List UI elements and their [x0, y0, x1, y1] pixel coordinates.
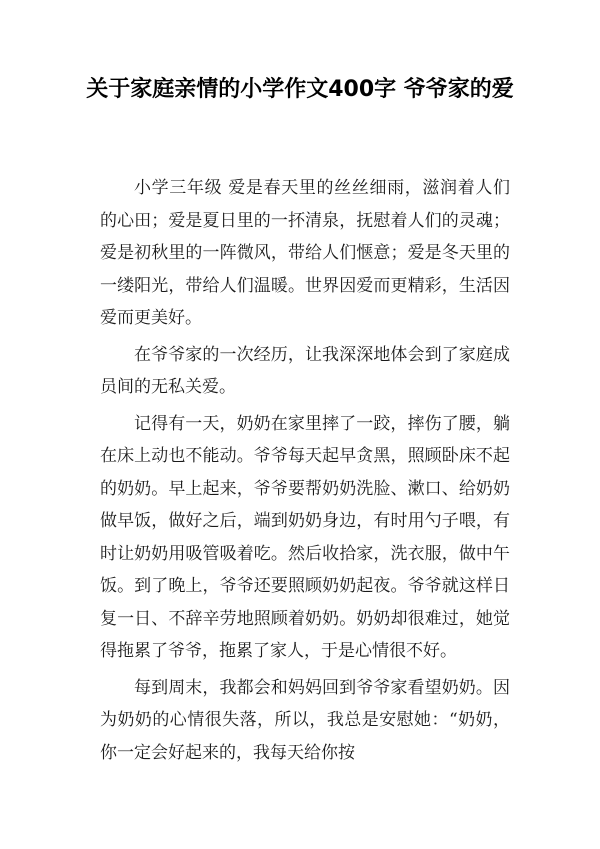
paragraph-experience: 在爷爷家的一次经历，让我深深地体会到了家庭成员间的无私关爱。 — [100, 344, 510, 397]
paragraph-story: 记得有一天，奶奶在家里摔了一跤，摔伤了腰，躺在床上动也不能动。爷爷每天起早贪黑，照顾卧床不起的奶奶。早上起来，爷爷要帮奶奶洗脸、漱口、给奶奶做早饭，做好之后，端到奶奶身边，有时用勺子喂，有时让奶奶用吸管吸着吃。然后收拾家，洗衣服，做中午饭。到了晚上，爷爷还要照顾奶奶起夜。爷爷就这样日复一日、不辞辛劳地照顾着奶奶。奶奶却很难过，她觉得拖累了爷爷，拖累了家人，于是心情很不好。 — [100, 413, 510, 661]
paragraph-weekend: 每到周末，我都会和妈妈回到爷爷家看望奶奶。因为奶奶的心情很失落，所以，我总是安慰她：“奶奶，你一定会好起来的，我每天给你按 — [100, 677, 510, 763]
document-body — [100, 172, 510, 773]
document-title: 关于家庭亲情的小学作文400字 爷爷家的爱 — [86, 77, 514, 102]
paragraph-intro: 小学三年级 爱是春天里的丝丝细雨，滋润着人们的心田；爱是夏日里的一抔清泉，抚慰着人们的灵魂；爱是初秋里的一阵微风，带给人们惬意；爱是冬天里的一缕阳光，带给人们温暖。世界因爱而更精彩，生活因爱而更美好。 — [100, 178, 510, 328]
